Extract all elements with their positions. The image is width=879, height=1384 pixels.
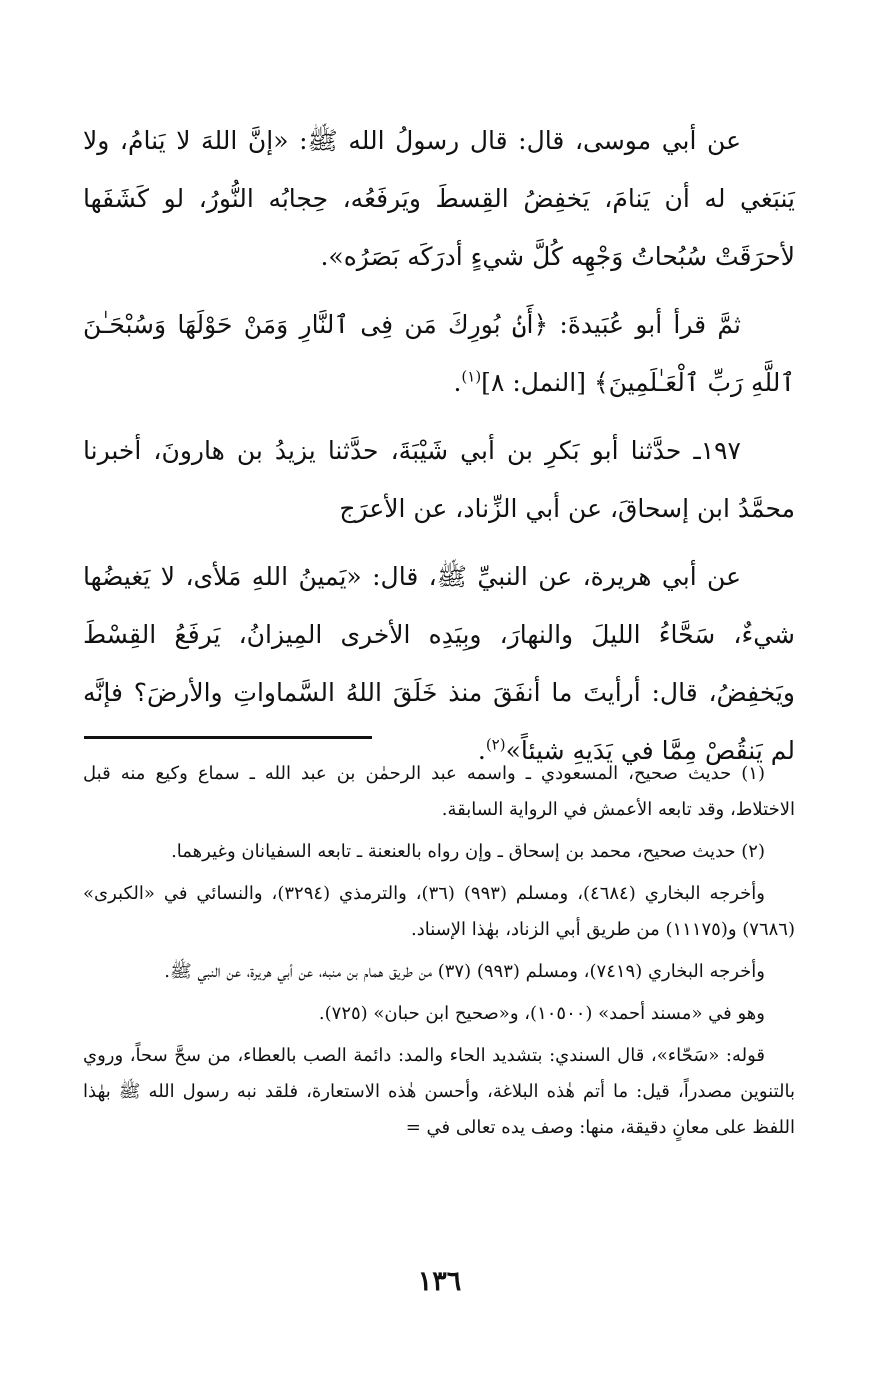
footnote-marker: (١) — [461, 367, 482, 386]
quran-verse-paragraph — [83, 296, 795, 412]
paragraph-end-mark: . — [453, 368, 462, 397]
footnote-1: (١) حديث صحيح، المسعودي ـ واسمه عبد الرحمٰن بن عبد الله ـ سماع وكيع منه قبل الاختلاط، وقد تابعه الأعمش في الرواية السابقة. — [83, 763, 795, 820]
paragraph-text: ثمَّ قرأ أبو عُبَيدةَ: ﴿أَنۢ بُورِكَ مَن فِى ٱلنَّارِ وَمَنْ حَوْلَهَا وَسُبْحَـٰنَ ٱللَّهِ رَبِّ ٱلْعَـٰلَمِينَ﴾ [النمل: ٨] — [83, 310, 795, 397]
paragraph-text: عن أبي هريرة، عن النبيِّ ﷺ، قال: «يَمينُ اللهِ مَلأى، لا يَغيضُها شيءٌ، سَحَّاءُ الليلَ والنهارَ، وبِيَدِه الأخرى المِيزانُ، يَرفَعُ القِسْطَ ويَخفِضُ، قال: أرأيتَ ما أنفَقَ منذ خَلَقَ اللهُ السَّماواتِ والأرضَ؟ فإنَّه لم يَنقُصْ مِمَّا في يَدَيهِ شيئاً» — [83, 562, 795, 765]
footnote-continuation: وأخرجه البخاري (٤٦٨٤)، ومسلم (٩٩٣) (٣٦)، والترمذي (٣٢٩٤)، والنسائي في «الكبرى» (٧٦٨٦) و(١١١٧٥) من طريق أبي الزناد، بهٰذا الإسناد. — [83, 883, 795, 940]
footnote-continuation: قوله: «سَحّاء»، قال السندي: بتشديد الحاء والمد: دائمة الصب بالعطاء، من سحَّ سحاً، وروي بالتنوين مصدراً، قيل: ما أتم هٰذه البلاغة، وأحسن هٰذه الاستعارة، فلقد نبه رسول الله ﷺ بهٰذا اللفظ على معانٍ دقيقة، منها: وصف يده تعالى في = — [83, 1045, 795, 1138]
paragraph-end-mark: . — [477, 736, 486, 765]
hadith-paragraph — [83, 548, 795, 780]
footnote-marker: (٢) — [485, 735, 506, 754]
footnote-divider — [84, 736, 372, 739]
isnad-paragraph — [83, 422, 795, 538]
footnotes — [83, 756, 795, 1152]
page-number: ١٣٦ — [417, 1266, 462, 1297]
main-text — [83, 112, 795, 790]
footnote-2: (٢) حديث صحيح، محمد بن إسحاق ـ وإن رواه بالعنعنة ـ تابعه السفيانان وغيرهما. — [171, 841, 765, 862]
hadith-paragraph — [83, 112, 795, 286]
footnote-continuation: وهو في «مسند أحمد» (١٠٥٠٠)، و«صحيح ابن حبان» (٧٢٥). — [318, 1003, 765, 1024]
paragraph-text: ١٩٧ـ حدَّثنا أبو بَكرِ بن أبي شَيْبَةَ، حدَّثنا يزيدُ بن هارونَ، أخبرنا محمَّدُ ابن إسحاقَ، عن أبي الزِّناد، عن الأعرَج — [83, 436, 795, 523]
paragraph-text: عن أبي موسى، قال: قال رسولُ الله ﷺ: «إنَّ اللهَ لا يَنامُ، ولا يَنبَغي له أن يَنامَ، يَخفِضُ القِسطَ ويَرفَعُه، حِجابُه النُّورُ، لو كَشَفَها لأحرَقَتْ سُبُحاتُ وَجْهِه كُلَّ شيءٍ أدرَكَه بَصَرُه». — [83, 126, 795, 271]
footnote-continuation: وأخرجه البخاري (٧٤١٩)، ومسلم (٩٩٣) (٣٧) من طريق همام بن منبه، عن أبي هريرة، عن النبي ﷺ. — [164, 961, 765, 982]
